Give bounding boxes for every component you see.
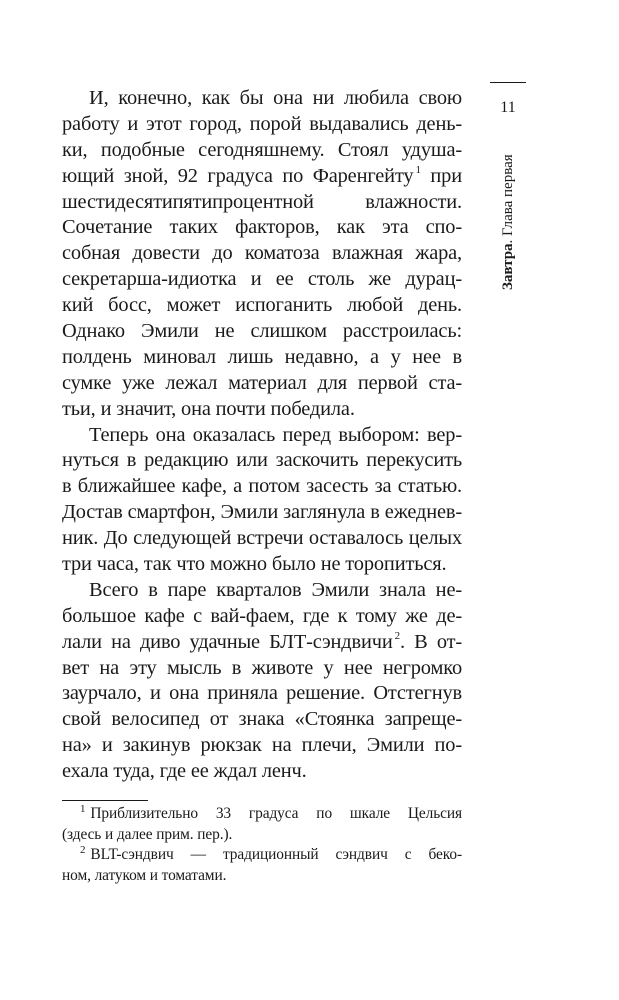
text-line: ехала туда, где ее ждал ленч.	[62, 760, 307, 783]
text-fragment: при	[430, 164, 462, 187]
footnote-line	[62, 804, 462, 825]
paragraph-3	[62, 578, 462, 785]
text-line: секретарша-идиотка и ее столь же дурац-	[62, 268, 462, 291]
text-line-with-footnote-ref	[62, 630, 462, 656]
text-fragment: лали на диво удачные БЛТ-сэндвичи	[62, 630, 393, 653]
footnote-number: 2	[80, 844, 86, 856]
footnote-text: Приблизительно 33 градуса по шкале Цельсия	[90, 805, 462, 822]
text-line: Сочетание таких факторов, как эта спо-	[62, 216, 462, 239]
text-line: И, конечно, как бы она ни любила свою	[89, 87, 462, 109]
text-line: ник. До следующей встречи оставалось целых	[62, 527, 462, 550]
text-line: Однако Эмили не слишком расстроилась:	[62, 320, 462, 343]
text-line: кий босс, может испоганить любой день.	[62, 294, 462, 317]
footnote-1	[62, 804, 462, 845]
footnote-divider	[62, 800, 148, 801]
text-line: нуться в редакцию или заскочить перекусить	[62, 449, 462, 472]
text-line: заурчало, и она приняла решение. Отстегнув	[62, 682, 462, 705]
header-rule	[490, 82, 526, 83]
running-head	[498, 154, 518, 290]
text-line: три часа, так что можно было не торопиться.	[62, 553, 447, 576]
paragraph-2	[62, 423, 462, 578]
text-line: свой велосипед от знака «Стоянка запреще-	[62, 708, 462, 731]
paragraph-1	[62, 86, 462, 423]
text-line: вет на эту мысль в животе у нее негромко	[62, 656, 462, 679]
text-fragment: ющий зной, 92 градуса по Фаренгейту	[62, 164, 414, 187]
footnote-line: (здесь и далее прим. пер.).	[62, 825, 233, 843]
footnote-ref-2[interactable]: 2	[394, 629, 401, 642]
text-line: работу и этот город, порой выдавались день-	[62, 112, 462, 135]
text-line: Всего в паре кварталов Эмили знала не-	[89, 578, 462, 601]
footnote-2	[62, 845, 462, 886]
footnote-number: 1	[80, 803, 86, 815]
page-number: 11	[500, 99, 516, 116]
text-line-with-footnote-ref	[62, 164, 462, 190]
text-fragment: . В от-	[400, 630, 462, 653]
main-text	[62, 86, 462, 785]
footnotes	[62, 804, 462, 886]
text-line: собная довести до коматоза влажная жара,	[62, 242, 462, 265]
running-head-chapter: Глава первая	[500, 154, 516, 236]
text-line: большое кафе с вай-фаем, где к тому же де-	[62, 604, 462, 627]
footnote-text: BLT-сэндвич — традиционный сэндвич с беко-	[90, 846, 462, 863]
text-line: шестидесятипятипроцентной влажности.	[62, 190, 462, 213]
footnote-line: ном, латуком и томатами.	[62, 866, 227, 884]
text-line: на» и закинув рюкзак на плечи, Эмили по-	[62, 734, 462, 757]
text-line: в ближайшее кафе, а потом засесть за статью.	[62, 475, 462, 498]
text-line: ки, подобные сегодняшнему. Стоял удуша-	[62, 138, 462, 161]
text-line: тьи, и значит, она почти победила.	[62, 397, 355, 420]
footnote-ref-1[interactable]: 1	[415, 163, 421, 176]
running-head-book: Завтра	[500, 243, 516, 290]
running-head-separator: .	[500, 235, 516, 244]
text-line: сумке уже лежал материал для первой ста-	[62, 371, 462, 394]
text-line: Теперь она оказалась перед выбором: вер-	[89, 423, 462, 446]
text-line: Достав смартфон, Эмили заглянула в ежеднев-	[62, 501, 462, 524]
footnote-line	[62, 845, 462, 866]
text-line: полдень миновал лишь недавно, а у нее в	[62, 345, 462, 368]
